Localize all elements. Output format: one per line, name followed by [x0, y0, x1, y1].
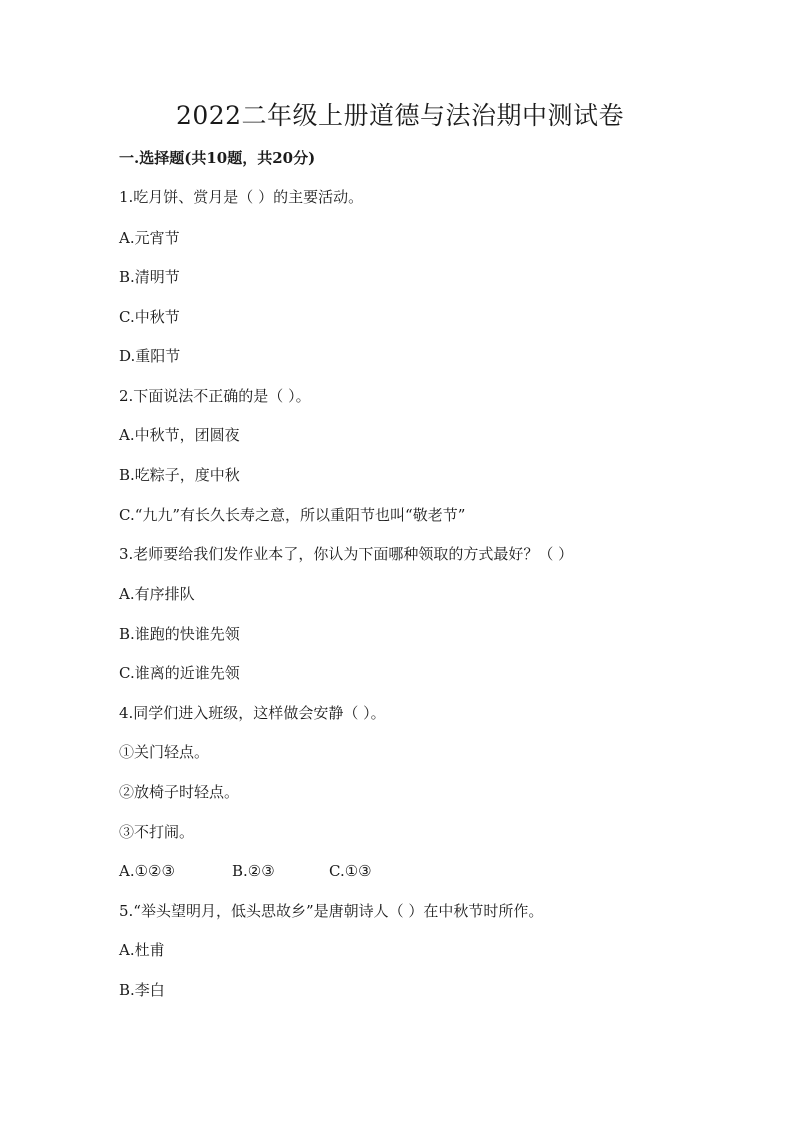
option-2a: A.中秋节，团圆夜 [119, 426, 240, 444]
statement-4-2: ②放椅子时轻点。 [119, 783, 240, 801]
option-1a: A.元宵节 [119, 229, 180, 247]
option-3b: B.谁跑的快谁先领 [119, 625, 240, 643]
option-2c: C.“九九”有长久长寿之意，所以重阳节也叫“敬老节” [119, 506, 466, 524]
option-5a: A.杜甫 [119, 941, 165, 959]
option-3a: A.有序排队 [119, 585, 195, 603]
question-stem-4: 4.同学们进入班级，这样做会安静（ ）。 [119, 704, 386, 722]
option-3c: C.谁离的近谁先领 [119, 664, 240, 682]
option-1c: C.中秋节 [119, 308, 180, 326]
option-2b: B.吃粽子，度中秋 [119, 466, 240, 484]
question-stem-1: 1.吃月饼、赏月是（ ）的主要活动。 [119, 188, 364, 206]
statement-4-3: ③不打闹。 [119, 823, 195, 841]
option-4c: C.①③ [329, 862, 372, 880]
question-stem-5: 5.“举头望明月，低头思故乡”是唐朝诗人（ ）在中秋节时所作。 [119, 902, 544, 920]
option-1b: B.清明节 [119, 268, 180, 286]
section-heading: 一.选择题(共10题，共20分) [119, 149, 316, 167]
option-1d: D.重阳节 [119, 347, 181, 365]
option-4a: A.①②③ [119, 862, 175, 880]
page-title: 2022二年级上册道德与法治期中测试卷 [175, 101, 625, 130]
options-row-4 [119, 861, 372, 881]
question-stem-3: 3.老师要给我们发作业本了，你认为下面哪种领取的方式最好？（ ） [119, 545, 574, 563]
statement-4-1: ①关门轻点。 [119, 743, 210, 761]
option-4b: B.②③ [232, 862, 275, 880]
question-stem-2: 2.下面说法不正确的是（ ）。 [119, 387, 311, 405]
option-5b: B.李白 [119, 981, 165, 999]
